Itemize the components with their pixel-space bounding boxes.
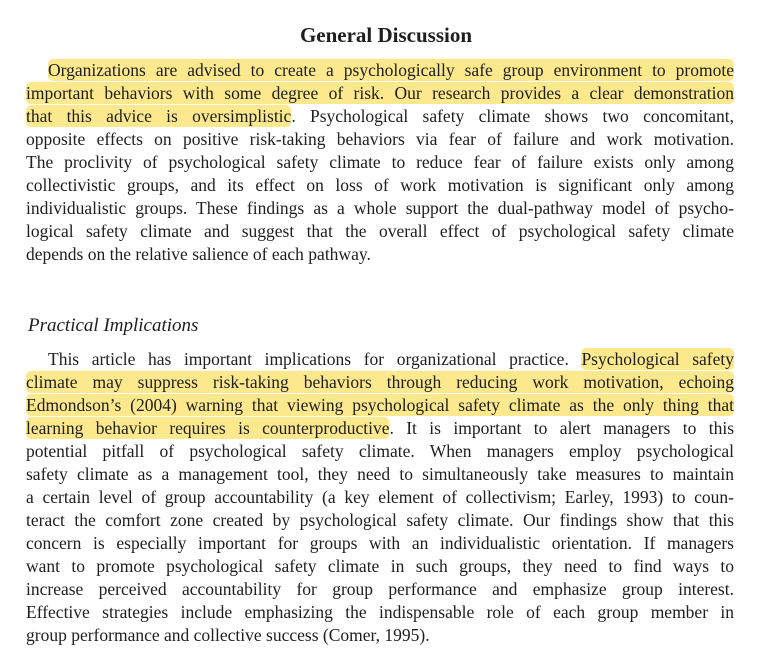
paragraph-line: potential pitfall of psychological safety climate. When managers employ psychological	[26, 441, 734, 461]
paragraph-line: Effective strategies include emphasizing the indispensable role of each group member in	[26, 602, 734, 622]
paragraph-line: collectivistic groups, and its effect on loss of work motivation is significant only among	[26, 175, 734, 195]
paragraph-line: individualistic groups. These findings as a whole support the dual-pathway model of psycho-	[26, 198, 734, 218]
paragraph-line: opposite effects on positive risk-taking behaviors via fear of failure and work motivation.	[26, 129, 734, 149]
paragraph-practical-implications	[26, 348, 734, 647]
paragraph-line: concern is especially important for groups with an individualistic orientation. If managers	[26, 533, 734, 553]
paragraph-line: that this advice is oversimplistic. Psychological safety climate shows two concomitant,	[26, 106, 734, 126]
paragraph-line: safety climate as a management tool, they need to simultaneously take measures to maintain	[26, 464, 734, 484]
subsection-heading: Practical Implications	[28, 315, 199, 336]
paragraph-line: a certain level of group accountability (a key element of collectivism; Earley, 1993) to coun-	[26, 487, 734, 507]
highlighted-text: Organizations are advised to create a psychologically safe group environment to promote	[48, 60, 734, 80]
paragraph-general-discussion	[26, 59, 734, 266]
paragraph-line: group performance and collective success (Comer, 1995).	[26, 625, 430, 645]
highlighted-text: learning behavior requires is counterproductive	[26, 418, 390, 438]
paragraph-line	[26, 59, 734, 82]
paragraph-line: This article has important implications for organizational practice. Psychological safety	[48, 349, 735, 369]
paragraph-line	[26, 394, 734, 417]
paragraph-line	[26, 82, 734, 105]
paragraph-line: depends on the relative salience of each pathway.	[26, 244, 371, 264]
paragraph-line: want to promote psychological safety climate in such groups, they need to find ways to	[26, 556, 734, 576]
highlighted-text: Psychological safety	[581, 349, 735, 369]
paragraph-line: logical safety climate and suggest that the overall effect of psychological safety climate	[26, 221, 734, 241]
section-heading: General Discussion	[299, 23, 473, 47]
highlighted-text: that this advice is oversimplistic	[26, 106, 292, 126]
paragraph-line: learning behavior requires is counterproductive. It is important to alert managers to this	[26, 418, 735, 438]
paragraph-line	[26, 371, 734, 394]
paragraph-line: increase perceived accountability for group performance and emphasize group interest.	[26, 579, 734, 599]
highlighted-text: climate may suppress risk-taking behaviors through reducing work motivation, echoing	[26, 372, 734, 392]
highlighted-text: important behaviors with some degree of risk. Our research provides a clear demonstration	[26, 83, 734, 103]
paragraph-line: teract the comfort zone created by psychological safety climate. Our findings show that this	[26, 510, 734, 530]
highlighted-text: Edmondson’s (2004) warning that viewing psychological safety climate as the only thing that	[26, 395, 734, 415]
paragraph-line: The proclivity of psychological safety climate to reduce fear of failure exists only among	[26, 152, 734, 172]
